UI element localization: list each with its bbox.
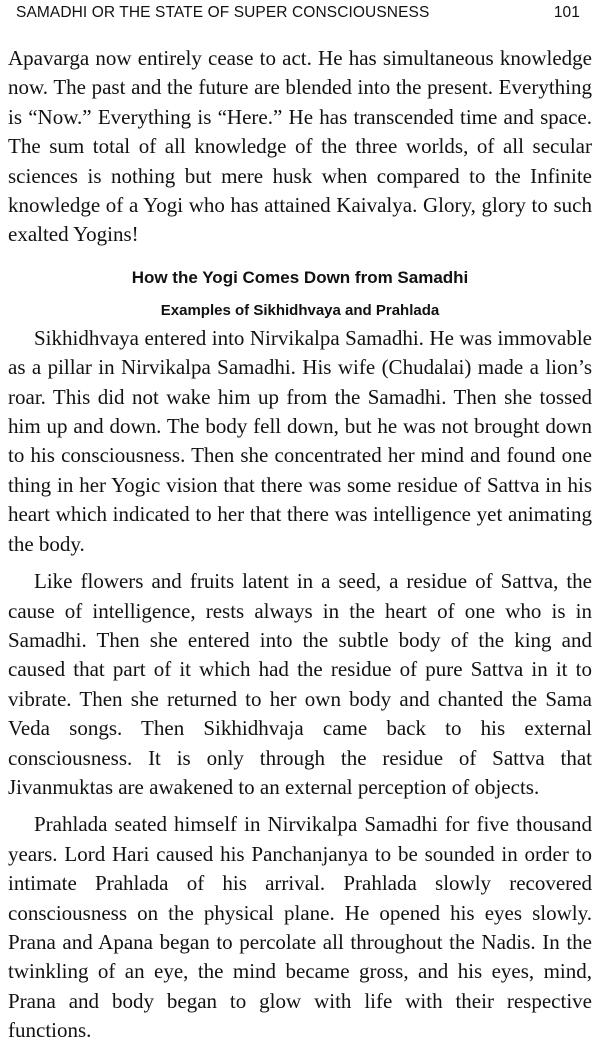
- section-heading: How the Yogi Comes Down from Samadhi: [131, 267, 469, 287]
- running-header: [8, 0, 592, 26]
- intro-paragraph: Apavarga now entirely cease to act. He has simultaneous knowledge now. The past and the future are blended into the present. Everything is “Now.” Everything is “Here.” He has transcended time and space. The sum total of all knowledge of the three worlds, of all secular sciences is nothing but mere husk when compared to the Infinite knowledge of a Yogi who has attained Kaivalya. Glory, glory to such exalted Yogins!: [8, 46, 592, 247]
- prahlada-paragraph: Prahlada seated himself in Nirvikalpa Samadhi for five thousand years. Lord Hari caused his Panchanjanya to be sounded in order to intimate Prahlada of his arrival. Prahlada slowly recovered consciousness on the physical plane. He opened his eyes slowly. Prana and Apana began to percolate all throughout the Nadis. In the twinkling of an eye, the mind became gross, and his eyes, mind, Prana and body began to glow with life with their respective functions.: [8, 812, 592, 1043]
- running-title: SAMADHI OR THE STATE OF SUPER CONSCIOUSNESS: [16, 4, 430, 21]
- page-number: 101: [553, 4, 580, 21]
- sikhidhvaya-paragraph-2: Like flowers and fruits latent in a seed, a residue of Sattva, the cause of intelligence, rests always in the heart of one who is in Samadhi. Then she entered into the subtle body of the king and caused that part of it which had the residue of pure Sattva in it to vibrate. Then she returned to her own body and chanted the Sama Veda songs. Then Sikhidhvaja came back to his external consciousness. It is only through the residue of Sattva that Jivanmuktas are awakened to an external perception of objects.: [8, 569, 592, 799]
- sikhidhvaya-paragraph-1: Sikhidhvaya entered into Nirvikalpa Samadhi. He was immovable as a pillar in Nirvikalpa Samadhi. His wife (Chudalai) made a lion’s roar. This did not wake him up from the Samadhi. Then she tossed him up and down. The body fell down, but he was not brought down to his consciousness. Then she concentrated her mind and found one thing in her Yogic vision that there was some residue of Sattva in his heart which indicated to her that there was intelligence yet animating the body.: [8, 325, 592, 556]
- subsection-heading: Examples of Sikhidhvaya and Prahlada: [160, 301, 440, 319]
